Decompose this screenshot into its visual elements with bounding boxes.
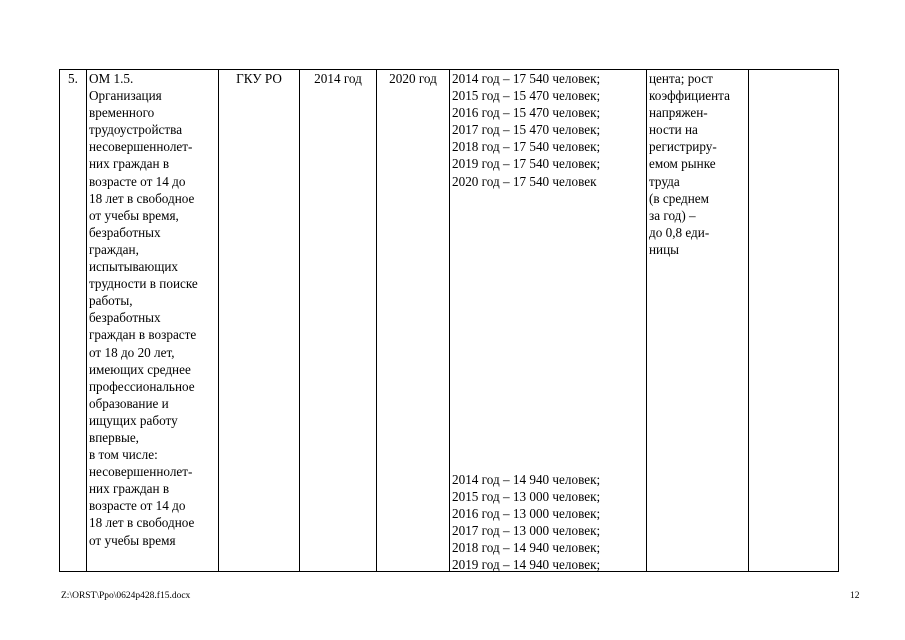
end-year-cell <box>377 70 450 572</box>
plan-line: 2020 год – 17 540 человек <box>452 173 597 189</box>
effect-text-line: до 0,8 еди- <box>649 224 710 240</box>
measure-text-line: испытывающих <box>89 259 179 275</box>
measure-text-line: в том числе: <box>89 447 158 463</box>
plan-cell <box>450 70 647 572</box>
row-number-cell <box>60 70 87 572</box>
effect-text-line: напряжен- <box>649 105 708 121</box>
measure-text-line: 18 лет в свободное <box>89 190 195 206</box>
plan-line: 2019 год – 17 540 человек; <box>452 156 601 172</box>
plan-line: 2017 год – 13 000 человек; <box>452 523 601 539</box>
measure-text-line: трудоустройства <box>89 122 183 138</box>
measure-text-line: граждан, <box>89 241 139 257</box>
effect-text-line: труда <box>649 173 680 189</box>
measure-text-line: образование и <box>89 395 169 411</box>
measure-text-line: возрасте от 14 до <box>89 498 186 514</box>
plan-line: 2019 год – 14 940 человек; <box>452 557 601 573</box>
effect-text-line: (в среднем <box>649 190 710 206</box>
measure-text-line: от учебы время <box>89 532 176 548</box>
effect-text-line: за год) – <box>649 207 696 223</box>
measure-text-line: ОМ 1.5. <box>89 71 134 86</box>
measure-text-line: работы, <box>89 293 133 309</box>
measure-cell <box>87 70 219 572</box>
effect-text-line: ницы <box>649 241 680 257</box>
measure-text-line: впервые, <box>89 429 139 445</box>
executor: ГКУ РО <box>236 71 282 86</box>
start-year: 2014 год <box>314 71 362 86</box>
measure-text-line: граждан в возрасте <box>89 327 197 343</box>
measure-text-line: ищущих работу <box>89 412 178 428</box>
effect-text-line: регистриру- <box>649 139 717 155</box>
end-year: 2020 год <box>389 71 437 86</box>
measure-text-line: от 18 до 20 лет, <box>89 344 175 360</box>
measure-text-line: безработных <box>89 310 161 326</box>
plan-line: 2015 год – 13 000 человек; <box>452 489 601 505</box>
plan-line: 2014 год – 17 540 человек; <box>452 71 601 86</box>
measure-text-line: них граждан в <box>89 481 170 497</box>
row-number: 5. <box>68 71 78 86</box>
plan-line: 2016 год – 15 470 человек; <box>452 105 601 121</box>
measure-text-line: возрасте от 14 до <box>89 173 186 189</box>
executor-cell <box>219 70 300 572</box>
measure-text-line: безработных <box>89 224 161 240</box>
table-row <box>60 70 839 572</box>
plan-line: 2018 год – 14 940 человек; <box>452 540 601 556</box>
measure-text-line: Организация <box>89 88 162 104</box>
plan-line: 2014 год – 14 940 человек; <box>452 472 601 487</box>
effect-text-line: емом рынке <box>649 156 716 172</box>
measure-text-line: них граждан в <box>89 156 170 172</box>
effect-text-line: ности на <box>649 122 698 138</box>
measure-text-line: 18 лет в свободное <box>89 515 195 531</box>
measure-text-line: имеющих среднее <box>89 361 191 377</box>
measure-text-line: от учебы время, <box>89 207 179 223</box>
plan-top-list <box>452 70 600 190</box>
footer-page-number: 12 <box>850 591 860 601</box>
measure-text-line: несовершеннолет- <box>89 139 193 155</box>
plan-bottom-list <box>452 471 600 574</box>
effect-text-line: коэффициента <box>649 88 730 104</box>
start-year-cell <box>300 70 377 572</box>
plan-line: 2016 год – 13 000 человек; <box>452 506 601 522</box>
program-measures-table <box>59 69 839 572</box>
effect-text-line: цента; рост <box>649 71 713 86</box>
measure-text-line: временного <box>89 105 155 121</box>
effect-cell <box>647 70 749 572</box>
measure-text-line: профессиональное <box>89 378 195 394</box>
plan-line: 2018 год – 17 540 человек; <box>452 139 601 155</box>
plan-line: 2017 год – 15 470 человек; <box>452 122 601 138</box>
measure-text-line: трудности в поиске <box>89 276 198 292</box>
measure-text-line: несовершеннолет- <box>89 464 193 480</box>
footer-file-path: Z:\ORST\Ppo\0624p428.f15.docx <box>61 591 191 601</box>
extra-cell <box>749 70 839 572</box>
plan-line: 2015 год – 15 470 человек; <box>452 88 601 104</box>
